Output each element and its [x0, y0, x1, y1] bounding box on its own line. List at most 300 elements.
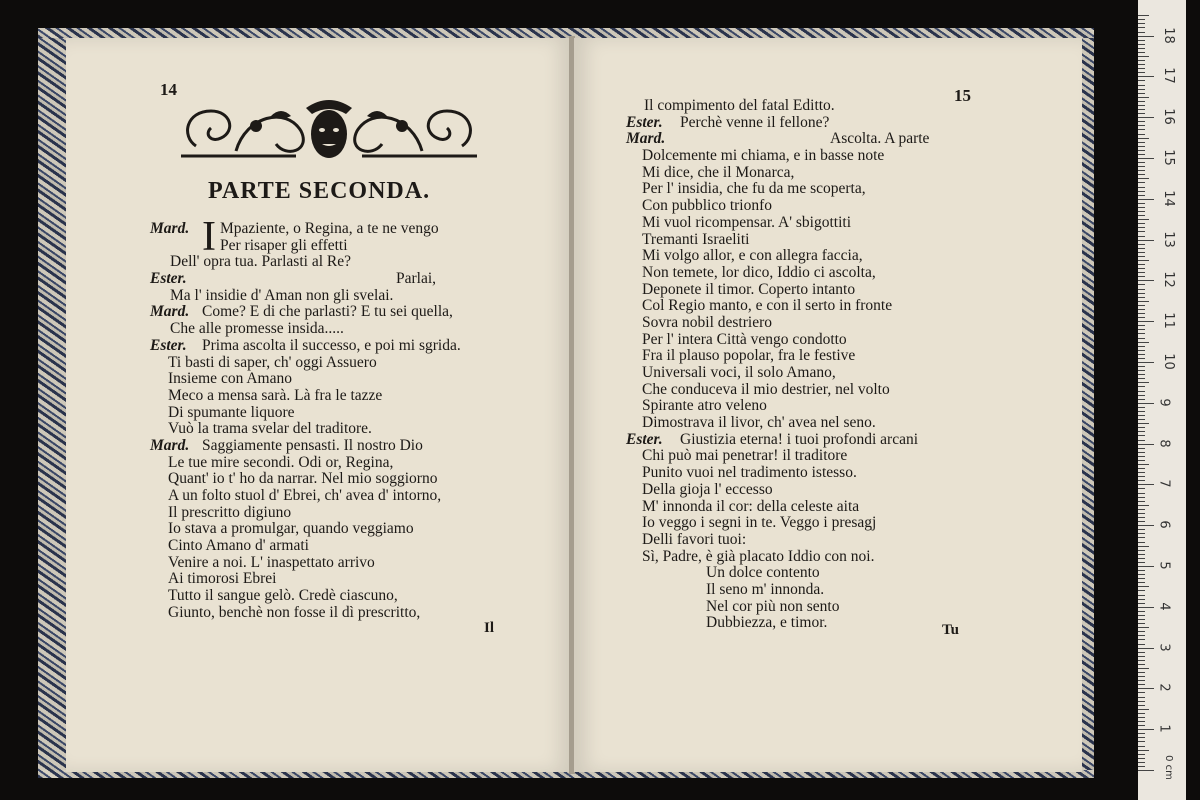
- ruler-tick: [1138, 631, 1145, 632]
- right_page-line: [626, 131, 976, 148]
- ruler-tick: [1138, 562, 1145, 563]
- right-catchword: Tu: [942, 622, 959, 638]
- verse-text: Dubbiezza, e timor.: [706, 614, 828, 632]
- verse-text: Parlai,: [396, 270, 437, 288]
- verse-text: Venire a noi. L' inaspettato arrivo: [168, 553, 375, 571]
- right_page-line: [626, 165, 976, 182]
- ruler-tick: [1138, 301, 1149, 302]
- ruler-tick: [1138, 89, 1145, 90]
- ruler-tick: [1138, 223, 1145, 224]
- drop-cap: I: [202, 214, 216, 260]
- ruler-tick: [1138, 76, 1154, 77]
- verse-text: Dolcemente mi chiama, e in basse note: [642, 147, 885, 165]
- left_page-line: [150, 421, 510, 438]
- ruler-tick: [1138, 468, 1145, 469]
- ruler-tick: [1138, 521, 1145, 522]
- ruler-number: 3: [1156, 642, 1172, 652]
- ruler-tick: [1138, 52, 1145, 53]
- ruler-tick: [1138, 256, 1145, 257]
- verse-text: Di spumante liquore: [168, 403, 295, 421]
- left_page-line: [150, 521, 510, 538]
- ruler-tick: [1138, 121, 1145, 122]
- ruler-number: 10: [1160, 353, 1176, 370]
- ruler-tick: [1138, 142, 1145, 143]
- left_page-line: [150, 388, 510, 405]
- left_page-line: [150, 254, 510, 271]
- verse-text: Fra il plauso popolar, fra le festive: [642, 347, 856, 365]
- ruler-tick: [1138, 289, 1145, 290]
- ruler-tick: [1138, 342, 1149, 343]
- ruler-tick: [1138, 758, 1145, 759]
- ruler-tick: [1138, 170, 1145, 171]
- right_page-line: [626, 198, 976, 215]
- verse-text: Prima ascolta il successo, e poi mi sgrida.: [202, 336, 461, 354]
- ruler-tick: [1138, 456, 1145, 457]
- ruler-tick: [1138, 688, 1154, 689]
- ruler-tick: [1138, 240, 1154, 241]
- cover-edge-top: [38, 28, 1094, 38]
- ruler-number: 17: [1160, 67, 1176, 85]
- speaker-label: Ester.: [150, 336, 187, 354]
- ruler-tick: [1138, 15, 1149, 16]
- ruler-tick: [1138, 248, 1145, 249]
- ruler-tick: [1138, 207, 1145, 208]
- ruler-tick: [1138, 611, 1145, 612]
- verse-text: Della gioja l' eccesso: [642, 480, 773, 498]
- ruler-tick: [1138, 529, 1145, 530]
- ruler-tick: [1138, 709, 1149, 710]
- ruler-tick: [1138, 391, 1145, 392]
- verse-text: Giunto, benchè non fosse il dì prescritto,: [168, 603, 421, 621]
- left_page-line: [150, 588, 510, 605]
- ruler-tick: [1138, 599, 1145, 600]
- ruler-tick: [1138, 403, 1154, 404]
- measurement-ruler: [1138, 0, 1186, 800]
- ruler-tick: [1138, 350, 1145, 351]
- ruler-tick: [1138, 586, 1149, 587]
- ruler-tick: [1138, 419, 1145, 420]
- ruler-tick: [1138, 464, 1149, 465]
- ruler-tick: [1138, 566, 1154, 567]
- ruler-tick: [1138, 244, 1145, 245]
- ruler-tick: [1138, 313, 1145, 314]
- ruler-tick: [1138, 746, 1145, 747]
- ruler-tick: [1138, 648, 1154, 649]
- ruler-tick: [1138, 252, 1145, 253]
- right_page-line: [626, 398, 976, 415]
- ruler-tick: [1138, 411, 1145, 412]
- ruler-tick: [1138, 40, 1145, 41]
- verse-text: Deponete il timor. Coperto intanto: [642, 280, 856, 298]
- speaker-label: Mard.: [150, 436, 190, 454]
- ruler-tick: [1138, 333, 1145, 334]
- ruler-tick: [1138, 215, 1145, 216]
- ruler-tick: [1138, 501, 1145, 502]
- right_page-line: [626, 115, 976, 132]
- verse-text: Le tue mire secondi. Odi or, Regina,: [168, 453, 394, 471]
- verse-text: Nel cor più non sento: [706, 597, 840, 615]
- ruler-tick: [1138, 423, 1149, 424]
- ruler-tick: [1138, 741, 1145, 742]
- ruler-number: 1: [1156, 724, 1172, 733]
- left_page-line: [150, 555, 510, 572]
- right_page-line: [626, 599, 976, 616]
- verse-text: M' innonda il cor: della celeste aita: [642, 497, 860, 515]
- ruler-tick: [1138, 656, 1145, 657]
- ruler-tick: [1138, 284, 1145, 285]
- ruler-tick: [1138, 713, 1145, 714]
- ruler-tick: [1138, 80, 1145, 81]
- ruler-tick: [1138, 407, 1145, 408]
- verse-text: Delli favori tuoi:: [642, 530, 747, 548]
- ruler-tick: [1138, 729, 1154, 730]
- ruler-tick: [1138, 448, 1145, 449]
- verse-text: Per l' insidia, che fu da me scoperta,: [642, 180, 866, 198]
- ruler-tick: [1138, 150, 1145, 151]
- ruler-tick: [1138, 374, 1145, 375]
- ruler-tick: [1138, 627, 1149, 628]
- ruler-tick: [1138, 435, 1145, 436]
- ruler-tick: [1138, 203, 1145, 204]
- ruler-tick: [1138, 280, 1154, 281]
- verse-text: Vuò la trama svelar del traditore.: [168, 420, 372, 438]
- ruler-tick: [1138, 754, 1145, 755]
- ruler-tick: [1138, 472, 1145, 473]
- ruler-tick: [1138, 370, 1145, 371]
- ruler-tick: [1138, 264, 1145, 265]
- ruler-unit: 0 cm: [1162, 755, 1174, 780]
- ruler-tick: [1138, 60, 1145, 61]
- ruler-tick: [1138, 109, 1145, 110]
- verse-text: Dell' opra tua. Parlasti al Re?: [170, 253, 351, 271]
- verse-text: Tutto il sangue gelò. Credè ciascuno,: [168, 587, 398, 605]
- ruler-tick: [1138, 554, 1145, 555]
- ruler-tick: [1138, 721, 1145, 722]
- ruler-tick: [1138, 64, 1145, 65]
- ruler-tick: [1138, 493, 1145, 494]
- ruler-tick: [1138, 272, 1145, 273]
- right_page-line: [626, 499, 976, 516]
- ruler-tick: [1138, 644, 1145, 645]
- ruler-tick: [1138, 737, 1145, 738]
- left_page-line: [150, 288, 510, 305]
- ruler-tick: [1138, 354, 1145, 355]
- right_page-line: [626, 348, 976, 365]
- ruler-tick: [1138, 750, 1149, 751]
- verse-text: Sì, Padre, è già placato Iddio con noi.: [642, 547, 875, 565]
- headpiece-ornament: [176, 96, 482, 168]
- right_page-line: [626, 282, 976, 299]
- ruler-tick: [1138, 590, 1145, 591]
- right_page-line: [626, 565, 976, 582]
- ruler-tick: [1138, 497, 1145, 498]
- ruler-tick: [1138, 680, 1145, 681]
- right_page-line: [626, 515, 976, 532]
- verse-text: Il seno m' innonda.: [706, 580, 825, 598]
- ruler-number: 15: [1160, 149, 1176, 166]
- ruler-tick: [1138, 321, 1154, 322]
- ruler-tick: [1138, 733, 1145, 734]
- ruler-tick: [1138, 623, 1145, 624]
- ruler-tick: [1138, 178, 1149, 179]
- verse-text: Ma l' insidie d' Aman non gli svelai.: [170, 286, 394, 304]
- right_page-line: [626, 265, 976, 282]
- ruler-tick: [1138, 325, 1145, 326]
- speaker-label: Ester.: [150, 270, 187, 288]
- ruler-tick: [1138, 166, 1145, 167]
- verse-text: Mpaziente, o Regina, a te ne vengo: [220, 220, 439, 237]
- ruler-tick: [1138, 635, 1145, 636]
- ruler-tick: [1138, 452, 1145, 453]
- ruler-number: 18: [1160, 26, 1176, 44]
- ruler-number: 12: [1160, 271, 1176, 289]
- ruler-tick: [1138, 268, 1145, 269]
- verse-text: Mi vuol ricompensar. A' sbigottiti: [642, 213, 852, 231]
- ruler-number: 4: [1156, 602, 1172, 611]
- right_page-line: [626, 248, 976, 265]
- ruler-tick: [1138, 460, 1145, 461]
- verse-text: Tremanti Israeliti: [642, 230, 750, 248]
- ruler-tick: [1138, 480, 1145, 481]
- ruler-tick: [1138, 382, 1149, 383]
- ruler-tick: [1138, 72, 1145, 73]
- left_page-line: [150, 321, 510, 338]
- ruler-tick: [1138, 533, 1145, 534]
- ruler-tick: [1138, 154, 1145, 155]
- ruler-number: 8: [1156, 438, 1172, 448]
- verse-text: Ti basti di saper, ch' oggi Assuero: [168, 353, 377, 371]
- ruler-tick: [1138, 85, 1145, 86]
- ruler-tick: [1138, 362, 1154, 363]
- left_page-line: [150, 488, 510, 505]
- verse-text: Meco a mensa sarà. Là fra le tazze: [168, 386, 383, 404]
- ruler-tick: [1138, 574, 1145, 575]
- verse-text: Il compimento del fatal Editto.: [644, 97, 835, 114]
- ruler-tick: [1138, 570, 1145, 571]
- ruler-tick: [1138, 19, 1145, 20]
- ruler-tick: [1138, 542, 1145, 543]
- verse-text: Io veggo i segni in te. Veggo i presagj: [642, 514, 877, 532]
- ruler-tick: [1138, 32, 1145, 33]
- ruler-tick: [1138, 48, 1145, 49]
- cover-edge-left: [38, 30, 66, 778]
- ruler-tick: [1138, 162, 1145, 163]
- ruler-tick: [1138, 378, 1145, 379]
- ruler-tick: [1138, 607, 1154, 608]
- left_page-line: [150, 538, 510, 555]
- left_page-line: [150, 605, 510, 622]
- right_page-line: [626, 215, 976, 232]
- ruler-tick: [1138, 639, 1145, 640]
- ruler-tick: [1138, 762, 1145, 763]
- ruler-tick: [1138, 550, 1145, 551]
- ruler-tick: [1138, 427, 1145, 428]
- verse-text: Che alle promesse insida.....: [170, 320, 344, 338]
- ruler-tick: [1138, 546, 1149, 547]
- ruler-tick: [1138, 97, 1149, 98]
- ruler-tick: [1138, 415, 1145, 416]
- ruler-tick: [1138, 664, 1145, 665]
- ruler-tick: [1138, 219, 1149, 220]
- ruler-tick: [1138, 697, 1145, 698]
- right_page-line: [626, 549, 976, 566]
- ruler-tick: [1138, 578, 1145, 579]
- right_page-line: [626, 148, 976, 165]
- ruler-tick: [1138, 195, 1145, 196]
- verse-text: Spirante atro veleno: [642, 397, 767, 415]
- right_page-line: [626, 448, 976, 465]
- verse-text: Col Regio manto, e con il serto in fronte: [642, 297, 893, 315]
- ruler-tick: [1138, 125, 1145, 126]
- ruler-tick: [1138, 692, 1145, 693]
- right_page-line: [626, 582, 976, 599]
- speaker-label: Mard.: [150, 220, 190, 237]
- ruler-tick: [1138, 23, 1145, 24]
- right_page-line: [626, 232, 976, 249]
- left_page-line: [150, 371, 510, 388]
- ruler-tick: [1138, 174, 1145, 175]
- right_page-line: [626, 432, 976, 449]
- verse-text: Come? E di che parlasti? E tu sei quella,: [202, 303, 453, 321]
- speaker-label: Mard.: [626, 130, 666, 148]
- right_page-line: [626, 615, 976, 632]
- ruler-tick: [1138, 652, 1145, 653]
- left_page-line: [150, 221, 510, 238]
- speaker-label: Ester.: [626, 113, 663, 131]
- ruler-tick: [1138, 113, 1145, 114]
- ruler-number: 9: [1156, 398, 1172, 407]
- left_page-line: [150, 455, 510, 472]
- ruler-tick: [1138, 129, 1145, 130]
- ruler-tick: [1138, 117, 1154, 118]
- ruler-tick: [1138, 187, 1145, 188]
- right_page-line: [626, 315, 976, 332]
- right_page-line: [626, 532, 976, 549]
- right-page-text: [626, 98, 976, 632]
- ruler-tick: [1138, 513, 1145, 514]
- ruler-tick: [1138, 770, 1154, 771]
- left_page-line: [150, 355, 510, 372]
- ruler-tick: [1138, 705, 1145, 706]
- ruler-tick: [1138, 505, 1149, 506]
- verse-text: Chi può mai penetrar! il traditore: [642, 447, 848, 465]
- ruler-number: 7: [1156, 479, 1172, 489]
- verse-text: Per risaper gli effetti: [220, 236, 348, 254]
- verse-text: Non temete, lor dico, Iddio ci ascolta,: [642, 263, 876, 281]
- verse-text: Universali voci, il solo Amano,: [642, 364, 836, 381]
- ruler-tick: [1138, 582, 1145, 583]
- ruler-number: 11: [1160, 312, 1176, 329]
- ruler-tick: [1138, 211, 1145, 212]
- verse-text: Per l' intera Città vengo condotto: [642, 330, 847, 348]
- verse-text: Io stava a promulgar, quando veggiamo: [168, 520, 414, 538]
- ruler-tick: [1138, 199, 1154, 200]
- left-page-text: [150, 221, 510, 622]
- ruler-number: 2: [1156, 683, 1172, 693]
- ruler-tick: [1138, 517, 1145, 518]
- right_page-line: [626, 415, 976, 432]
- verse-text: Ascolta. A parte: [830, 130, 930, 148]
- left_page-line: [150, 271, 510, 288]
- ruler-tick: [1138, 293, 1145, 294]
- ruler-tick: [1138, 158, 1154, 159]
- verse-text: Che conduceva il mio destrier, nel volto: [642, 380, 890, 398]
- right_page-line: [626, 365, 976, 382]
- right_page-line: [626, 332, 976, 349]
- verse-text: Insieme con Amano: [168, 370, 292, 388]
- verse-text: Punito vuoi nel tradimento istesso.: [642, 464, 857, 482]
- verse-text: Cinto Amano d' armati: [168, 537, 309, 555]
- left-catchword: Il: [484, 620, 495, 636]
- ruler-tick: [1138, 537, 1145, 538]
- left_page-line: [150, 571, 510, 588]
- ruler-tick: [1138, 338, 1145, 339]
- verse-text: Mi dice, che il Monarca,: [642, 163, 795, 181]
- right_page-line: [626, 298, 976, 315]
- verse-text: Un dolce contento: [706, 564, 820, 582]
- verse-text: Perchè venne il fellone?: [680, 113, 830, 131]
- ruler-tick: [1138, 93, 1145, 94]
- left-page-number: 14: [160, 80, 177, 99]
- left_page-line: [150, 405, 510, 422]
- ruler-tick: [1138, 309, 1145, 310]
- ruler-tick: [1138, 525, 1154, 526]
- verse-text: Saggiamente pensasti. Il nostro Dio: [202, 436, 423, 454]
- ruler-tick: [1138, 260, 1149, 261]
- ruler-tick: [1138, 366, 1145, 367]
- ruler-tick: [1138, 231, 1145, 232]
- ruler-tick: [1138, 766, 1145, 767]
- right_page-line: [626, 181, 976, 198]
- right_page-line: [626, 465, 976, 482]
- left_page-line: [150, 505, 510, 522]
- ruler-tick: [1138, 358, 1145, 359]
- ruler-number: 5: [1156, 561, 1172, 570]
- ruler-tick: [1138, 603, 1145, 604]
- left_page-line: [150, 471, 510, 488]
- ruler-tick: [1138, 297, 1145, 298]
- verse-text: Sovra nobil destriero: [642, 313, 773, 331]
- ruler-tick: [1138, 440, 1145, 441]
- ruler-tick: [1138, 615, 1145, 616]
- left_page-line: [150, 438, 510, 455]
- ruler-number: 14: [1160, 190, 1176, 207]
- ruler-tick: [1138, 329, 1145, 330]
- speaker-label: Ester.: [626, 430, 663, 448]
- ruler-tick: [1138, 276, 1145, 277]
- left_page-line: [150, 338, 510, 355]
- ruler-tick: [1138, 138, 1149, 139]
- ruler-tick: [1138, 317, 1145, 318]
- ruler-tick: [1138, 668, 1149, 669]
- ruler-tick: [1138, 146, 1145, 147]
- verse-text: Il prescritto digiuno: [168, 503, 292, 521]
- ruler-tick: [1138, 619, 1145, 620]
- ruler-tick: [1138, 660, 1145, 661]
- verse-text: Dimostrava il livor, ch' avea nel seno.: [642, 414, 876, 432]
- right_page-line: [626, 382, 976, 399]
- ruler-tick: [1138, 68, 1145, 69]
- ruler-tick: [1138, 476, 1145, 477]
- ruler-tick: [1138, 431, 1145, 432]
- ruler-tick: [1138, 595, 1145, 596]
- ruler-tick: [1138, 236, 1145, 237]
- ruler-number: 6: [1156, 520, 1172, 529]
- right_page-line: [626, 482, 976, 499]
- verse-text: Giustizia eterna! i tuoi profondi arcani: [680, 430, 919, 448]
- ruler-tick: [1138, 134, 1145, 135]
- ruler-number: 16: [1160, 108, 1176, 125]
